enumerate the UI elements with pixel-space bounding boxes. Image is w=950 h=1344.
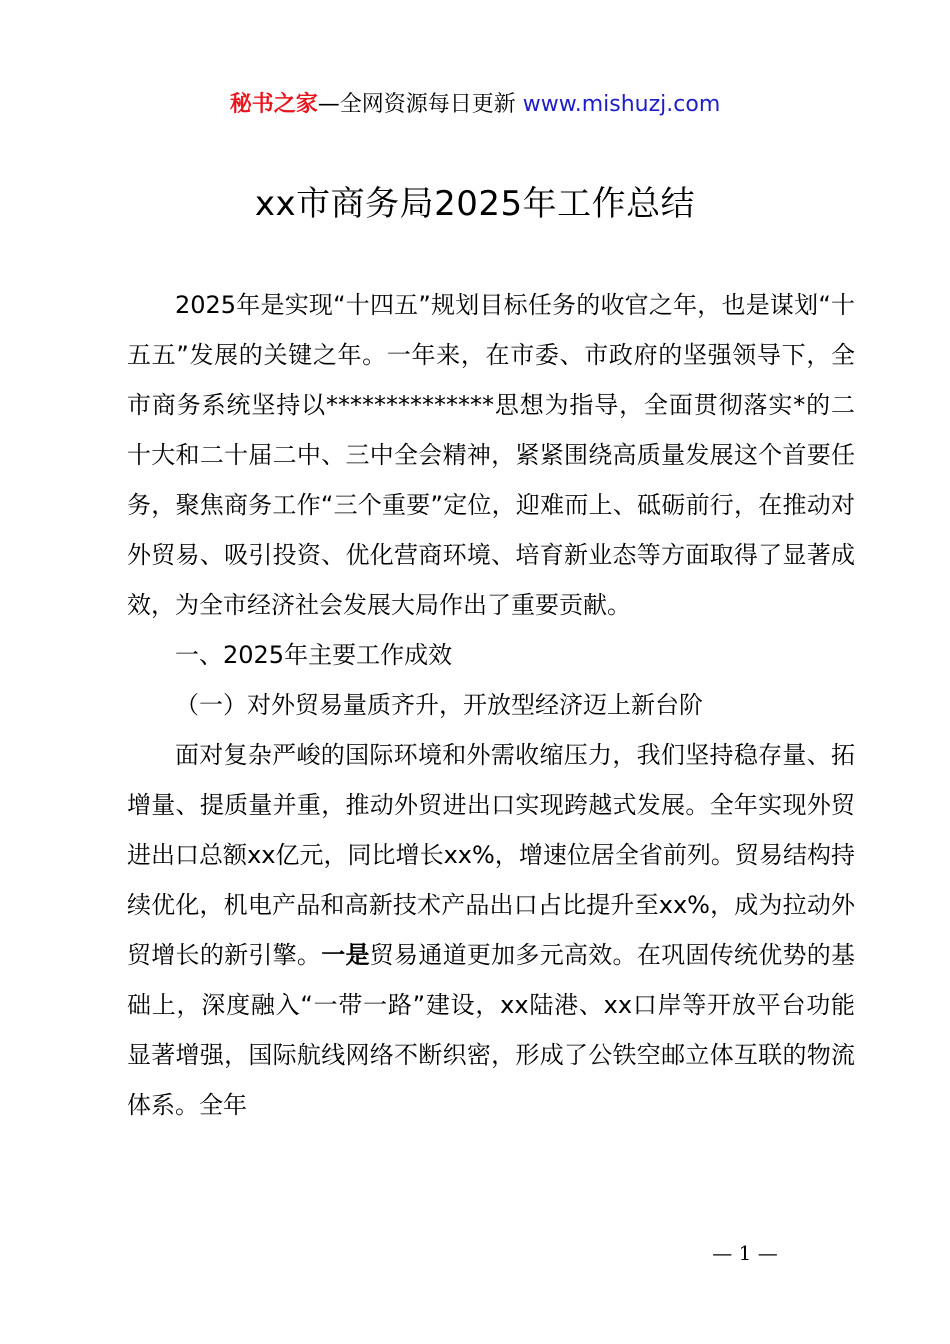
body-text-before: 面对复杂严峻的国际环境和外需收缩压力，我们坚持稳存量、拓增量、提质量并重，推动外贸进出口实现跨越式发展。全年实现外贸进出口总额xx亿元，同比增长xx%，增速位居全省前列。贸易结构持续优化，机电产品和高新技术产品出口占比提升至xx%，成为拉动外贸增长的新引擎。 — [127, 741, 855, 969]
body-text-after: 贸易通道更加多元高效。在巩固传统优势的基础上，深度融入“一带一路”建设，xx陆港、xx口岸等开放平台功能显著增强，国际航线网络不断织密，形成了公铁空邮立体互联的物流体系。全年 — [127, 941, 856, 1119]
site-url-link[interactable]: www.mishuzj.com — [522, 92, 721, 117]
body-bold-marker: 一是 — [321, 941, 370, 969]
section-heading: 一、2025年主要工作成效 — [175, 641, 453, 669]
page-number: — 1 — — [712, 1241, 778, 1265]
intro-paragraph: 2025年是实现“十四五”规划目标任务的收官之年，也是谋划“十五五”发展的关键之年。一年来，在市委、市政府的坚强领导下，全市商务系统坚持以**************思想为指导，全面贯彻落实*的二十大和二十届二中、三中全会精神，紧紧围绕高质量发展这个首要任务，聚焦商务工作“三个重要”定位，迎难而上、砥砺前行，在推动对外贸易、吸引投资、优化营商环境、培育新业态等方面取得了显著成效，为全市经济社会发展大局作出了重要贡献。 — [127, 291, 855, 619]
site-tagline: —全网资源每日更新 — [317, 92, 523, 117]
body-paragraph — [127, 730, 855, 1130]
document-title: xx市商务局2025年工作总结 — [254, 184, 696, 224]
document-body — [127, 280, 855, 1130]
site-header — [0, 88, 950, 122]
site-brand: 秘书之家 — [229, 92, 318, 117]
subsection-heading: （一）对外贸易量质齐升，开放型经济迈上新台阶 — [175, 691, 703, 719]
